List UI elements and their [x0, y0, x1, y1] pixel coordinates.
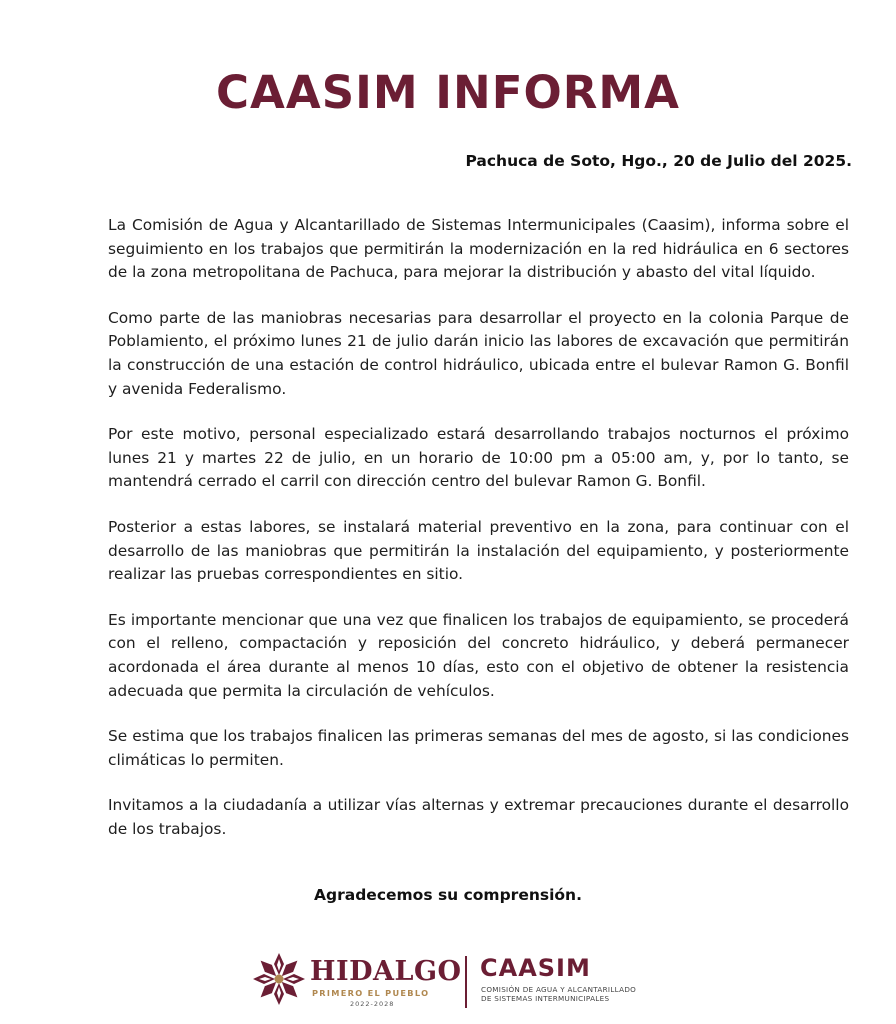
logo-divider	[465, 956, 467, 1008]
hidalgo-logo-name: HIDALGO	[310, 956, 462, 987]
paragraph-1: La Comisión de Agua y Alcantarillado de Sistemas Intermunicipales (Caasim), informa sobre el seguimiento en los trabajos que permitirán la modernización en la red hidráulica en 6 sectores de la zona metropolitana de Pachuca, para mejorar la distribución y abasto del vital líquido.	[108, 216, 849, 282]
footer-logos	[252, 950, 637, 1014]
paragraph-2: Como parte de las maniobras necesarias para desarrollar el proyecto en la colonia Parque de Poblamiento, el próximo lunes 21 de julio darán inicio las labores de excavación que permitirán la construcción de una estación de control hidráulico, ubicada entre el bulevar Ramon G. Bonfil y avenida Federalismo.	[108, 308, 849, 398]
paragraph-6: Se estima que los trabajos finalicen las primeras semanas del mes de agosto, si las condiciones climáticas lo permiten.	[108, 727, 849, 769]
caasim-logo-name: CAASIM	[480, 954, 591, 982]
paragraph-5: Es importante mencionar que una vez que finalicen los trabajos de equipamiento, se procederá con el relleno, compactación y reposición del concreto hidráulico, y deberá permanecer acordonada el área durante al menos 10 días, esto con el objetivo de obtener la resistencia adecuada que permita la circulación de vehículos.	[108, 610, 849, 700]
caasim-logo-subtitle: COMISIÓN DE AGUA Y ALCANTARILLADO DE SISTEMAS INTERMUNICIPALES	[481, 985, 637, 1003]
dateline: Pachuca de Soto, Hgo., 20 de Julio del 2025.	[465, 152, 852, 170]
hidalgo-logo-years: 2022-2028	[350, 1000, 395, 1008]
paragraph-3: Por este motivo, personal especializado estará desarrollando trabajos nocturnos el próximo lunes 21 y martes 22 de julio, en un horario de 10:00 pm a 05:00 am, y, por lo tanto, se mantendrá cerrado el carril con dirección centro del bulevar Ramon G. Bonfil.	[108, 425, 849, 491]
closing-thanks: Agradecemos su comprensión.	[314, 886, 582, 904]
paragraph-4: Posterior a estas labores, se instalará material preventivo en la zona, para continuar con el desarrollo de las maniobras que permitirán la instalación del equipamiento, y posteriormente realizar las pruebas correspondientes en sitio.	[108, 517, 849, 584]
hidalgo-flower-icon	[252, 952, 306, 1006]
press-release-body	[108, 214, 849, 863]
page-title: CAASIM INFORMA	[216, 66, 680, 119]
paragraph-7: Invitamos a la ciudadanía a utilizar vías alternas y extremar precauciones durante el desarrollo de los trabajos.	[108, 796, 849, 838]
hidalgo-logo-slogan: PRIMERO EL PUEBLO	[312, 988, 430, 998]
